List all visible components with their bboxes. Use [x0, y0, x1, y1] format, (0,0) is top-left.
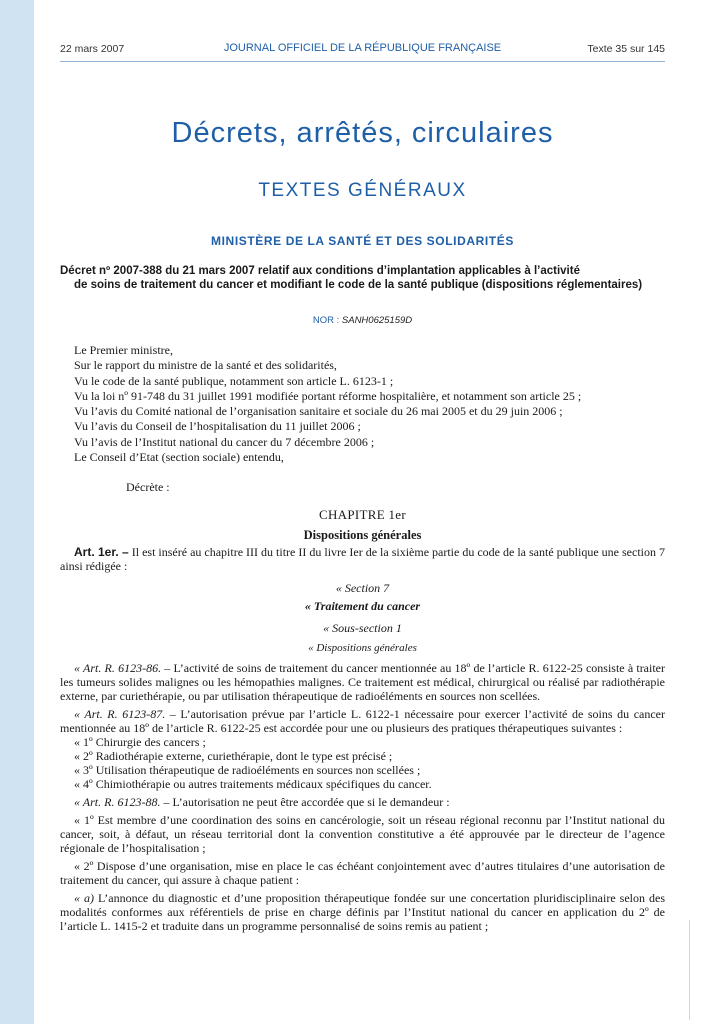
right-rule — [689, 920, 690, 1020]
section-7-subheading: « Traitement du cancer — [304, 599, 421, 613]
article-r6123-88-text: L’autorisation ne peut être accordée que si le demandeur : — [172, 795, 450, 809]
decrete: Décrète : — [126, 480, 170, 494]
sous-section-heading: « Sous-section 1 — [323, 621, 402, 635]
header-date: 22 mars 2007 — [60, 43, 125, 55]
decree-title — [60, 264, 665, 292]
left-margin-band — [0, 0, 34, 1024]
condition-1: « 1º Est membre d’une coordination des soins en cancérologie, soit un réseau régional reconnu par l’Institut national du cancer, soit, à défaut, un réseau territorial dont la convention constitutive a été approuvée par le directeur de l’agence régionale de l’hospitalisation ; — [60, 813, 665, 855]
dispositions-heading: « Dispositions générales — [308, 642, 417, 654]
article-r6123-88 — [60, 795, 665, 809]
article-r6123-86-label: « Art. R. 6123-86. – — [74, 661, 171, 675]
article-r6123-88-label: « Art. R. 6123-88. – — [74, 795, 170, 809]
page-header — [60, 41, 665, 62]
chapter-subtitle: Dispositions générales — [303, 528, 422, 542]
article-1-label: Art. 1er. – — [74, 545, 129, 559]
chapter-title: CHAPITRE 1er — [318, 507, 406, 522]
preamble-line: Vu l’avis du Comité national de l’organisation sanitaire et sociale du 26 mai 2005 et du 29 juin 2006 ; — [74, 404, 563, 419]
condition-2: « 2º Dispose d’une organisation, mise en place le cas échéant conjointement avec d’autres titulaires d’une autorisation de traitement du cancer, qui assure à chaque patient : — [60, 859, 665, 887]
header-journal-title: JOURNAL OFFICIEL DE LA RÉPUBLIQUE FRANÇAISE — [223, 42, 502, 54]
preamble-line: Sur le rapport du ministre de la santé et des solidarités, — [74, 358, 337, 373]
condition-2a-label: « a) — [74, 891, 95, 905]
list-item: « 3º Utilisation thérapeutique de radioéléments en sources non scellées ; — [74, 763, 421, 777]
preamble-line: Vu le code de la santé publique, notamment son article L. 6123-1 ; — [74, 373, 394, 388]
nor-value: SANH0625159D — [341, 315, 413, 326]
list-item: « 2º Radiothérapie externe, curiethérapie, dont le type est précisé ; — [74, 749, 393, 763]
nor-label: NOR : — [312, 315, 340, 326]
article-r6123-87-text: L’autorisation prévue par l’article L. 6122-1 nécessaire pour exercer l’activité de soins du cancer mentionnée au 18º de l’article R. 6122-25 est accordée pour une ou plusieurs des pratiques thérapeutiques suivantes : — [60, 707, 665, 735]
article-r6123-86 — [60, 661, 665, 703]
article-1 — [60, 545, 665, 573]
ministry-heading: MINISTÈRE DE LA SANTÉ ET DES SOLIDARITÉS — [211, 234, 514, 248]
main-title: Décrets, arrêtés, circulaires — [171, 117, 554, 149]
preamble-line: Vu la loi nº 91-748 du 31 juillet 1991 modifiée portant réforme hospitalière, et notamment son article 25 ; — [74, 388, 582, 403]
condition-2a — [60, 891, 665, 933]
article-r6123-86-text: L’activité de soins de traitement du cancer mentionnée au 18º de l’article R. 6122-25 consiste à traiter les tumeurs solides malignes ou les hémopathies malignes. Ce traitement est médical, chirurgical ou réalisé par radiothérapie externe, par curiethérapie, ou par utilisation thérapeutique de radioéléments en sources non scellées. — [60, 661, 666, 703]
section-title: TEXTES GÉNÉRAUX — [258, 180, 467, 201]
decree-title-rest: de soins de traitement du cancer et modifiant le code de la santé publique (dispositions réglementaires) — [74, 279, 643, 291]
preamble-line: Vu l’avis du Conseil de l’hospitalisation du 11 juillet 2006 ; — [74, 419, 361, 434]
section-7-heading: « Section 7 — [335, 581, 390, 595]
nor-reference — [60, 315, 665, 326]
decree-title-line1: Décret nº 2007-388 du 21 mars 2007 relatif aux conditions d’implantation applicables à l’activité — [60, 265, 580, 277]
article-1-text: Il est inséré au chapitre III du titre II du livre Ier de la sixième partie du code de la santé publique une section 7 ainsi rédigée : — [60, 545, 666, 573]
preamble-line: Le Premier ministre, — [74, 343, 173, 357]
preamble-line: Vu l’avis de l’Institut national du cancer du 7 décembre 2006 ; — [74, 434, 375, 449]
preamble-line: Le Conseil d’Etat (section sociale) entendu, — [74, 450, 284, 465]
condition-2a-text: L’annonce du diagnostic et d’une proposition thérapeutique fondée sur une concertation pluridisciplinaire selon des modalités conformes aux référentiels de prise en charge définis par l’Institut national du cancer en application du 2º de l’article L. 1415-2 et traduite dans un programme personnalisé de soins remis au patient ; — [60, 891, 666, 933]
header-text-counter: Texte 35 sur 145 — [587, 43, 665, 55]
article-r6123-87-label: « Art. R. 6123-87. – — [74, 707, 176, 721]
article-r6123-87 — [60, 707, 665, 735]
preamble — [74, 343, 674, 465]
list-item: « 4º Chimiothérapie ou autres traitements médicaux spécifiques du cancer. — [74, 777, 432, 791]
list-item: « 1º Chirurgie des cancers ; — [74, 735, 206, 749]
article-body — [60, 545, 665, 933]
